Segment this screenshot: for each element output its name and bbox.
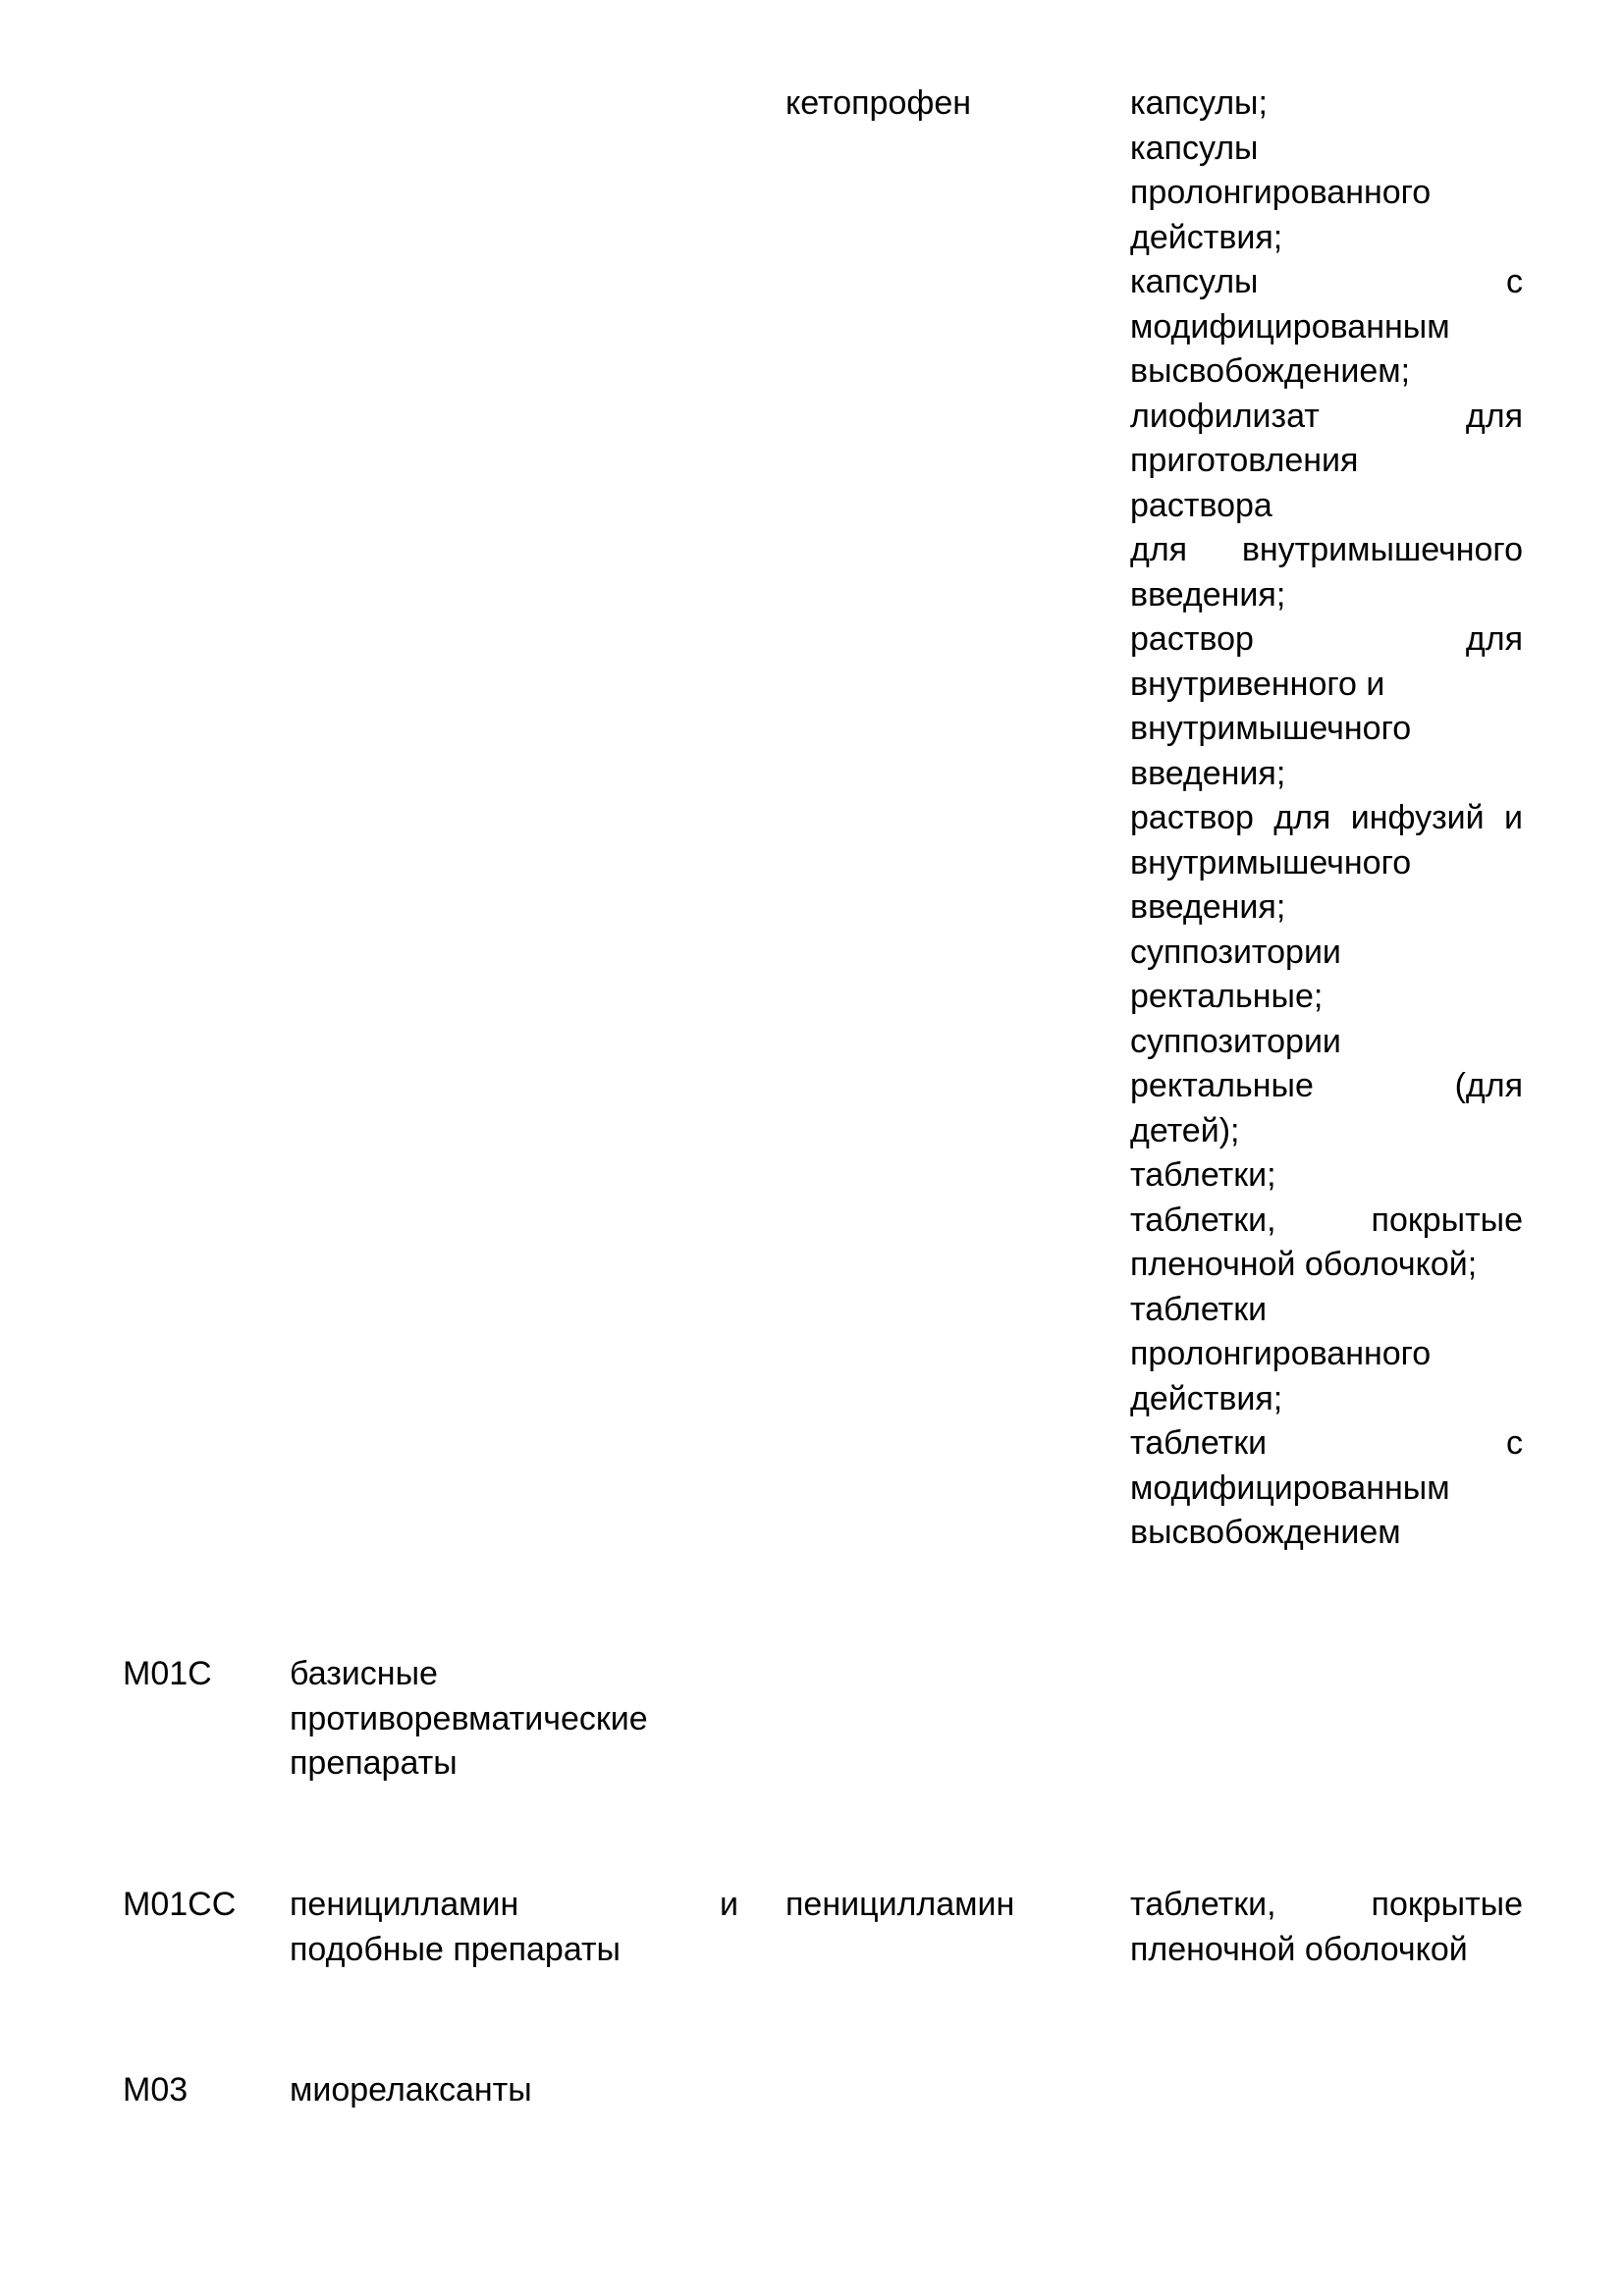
dosage-form-line: ректальные; [1130,978,1324,1015]
inn-ketoprofen: кетопрофен [785,84,972,122]
dosage-form-line: суппозитории [1130,1022,1341,1060]
dosage-form-line: введения; [1130,575,1286,614]
atc-group-line: подобные препараты [290,1930,621,1968]
dosage-form-line: лиофилизат для [1130,397,1523,435]
atc-group-line: препараты [290,1744,458,1782]
dosage-form-line: раствор для инфузий и [1130,799,1523,836]
dosage-form-line: таблетки; [1130,1156,1276,1194]
atc-code-m03: M03 [123,2071,189,2109]
dosage-form-line: действия; [1130,1379,1283,1417]
dosage-form-line: капсулы с [1130,263,1523,300]
dosage-form-line: ректальные (для [1130,1067,1523,1104]
atc-code-m01c: M01C [123,1655,212,1692]
dosage-form-line: высвобождением; [1130,352,1411,390]
dosage-form-line: приготовления [1130,442,1359,479]
dosage-form-line: суппозитории [1130,933,1341,971]
atc-group-m01c [290,1652,648,1787]
dosage-form-line: действия; [1130,218,1283,256]
dosage-form-line: таблетки, покрытые [1130,1201,1523,1239]
dosage-form-line: внутривенного и [1130,665,1385,703]
atc-code-m01cc: M01CC [123,1886,237,1923]
dosage-form-line: таблетки [1130,1290,1268,1328]
dosage-form-line: внутримышечного [1130,843,1412,881]
dosage-forms-ketoprofen [1130,81,1523,1556]
dosage-form-line: таблетки, покрытые [1130,1886,1523,1923]
dosage-form-line: пленочной оболочкой [1130,1930,1468,1968]
atc-group-conjunction: и [720,1886,738,1923]
dosage-forms-penicillamine [1130,1883,1523,1972]
dosage-form-line: пленочной оболочкой; [1130,1246,1478,1283]
dosage-form-line: детей); [1130,1111,1240,1149]
dosage-form-line: высвобождением [1130,1514,1401,1551]
dosage-form-line: модифицированным [1130,1468,1450,1507]
dosage-form-line: капсулы [1130,129,1259,167]
dosage-form-line: внутримышечного [1130,710,1412,747]
atc-group-line: противоревматические [290,1699,648,1737]
dosage-form-line: капсулы; [1130,84,1268,122]
dosage-form-line: раствор для [1130,620,1523,658]
dosage-form-line: таблетки с [1130,1424,1523,1462]
inn-penicillamine: пеницилламин [785,1886,1015,1923]
dosage-form-line: введения; [1130,888,1286,926]
dosage-form-line: для внутримышечного [1130,531,1523,568]
dosage-form-line: модифицированным [1130,307,1450,346]
atc-group-m03 [290,2068,532,2113]
dosage-form-line: введения; [1130,754,1286,792]
atc-group-m01cc [290,1883,621,1972]
dosage-form-line: раствора [1130,486,1272,524]
dosage-form-line: пролонгированного [1130,174,1432,211]
atc-group-line: миорелаксанты [290,2071,532,2109]
dosage-form-line: пролонгированного [1130,1335,1432,1372]
atc-group-line: базисные [290,1655,438,1692]
atc-group-line: пеницилламин [290,1886,519,1923]
